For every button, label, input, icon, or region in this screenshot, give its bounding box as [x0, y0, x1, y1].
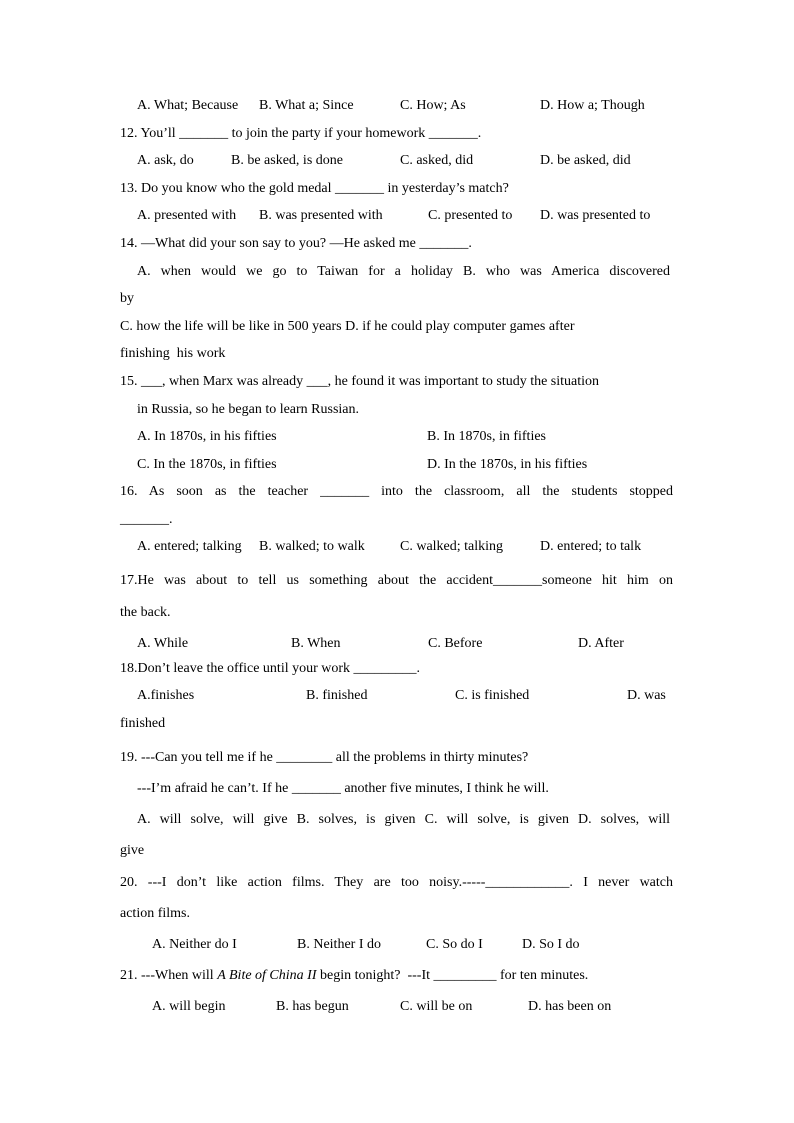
- options-19: A. will solve, will give B. solves, is given C. will solve, is given D. solves, will: [137, 812, 670, 827]
- question-17: 17.He was about to tell us something about the accident_______someone hit him on: [120, 573, 673, 588]
- question-14: 14. —What did your son say to you? —He asked me _______.: [120, 236, 472, 251]
- question-21-suffix: begin tonight? ---It _________ for ten minutes.: [316, 968, 589, 983]
- option-b: B. be asked, is done: [231, 153, 343, 168]
- option-d: D. was: [627, 688, 666, 703]
- option-c: C. In the 1870s, in fifties: [137, 457, 277, 472]
- option-c: C. will be on: [400, 999, 473, 1014]
- option-b: B. was presented with: [259, 208, 383, 223]
- option-b: B. finished: [306, 688, 368, 703]
- question-20-cont: action films.: [120, 906, 190, 921]
- question-21: [120, 967, 588, 985]
- option-a: A.finishes: [137, 688, 195, 703]
- option-d: D. has been on: [528, 999, 612, 1014]
- option-b: B. has begun: [276, 999, 349, 1014]
- question-19-cont: ---I’m afraid he can’t. If he _______ another five minutes, I think he will.: [137, 781, 549, 796]
- question-16-cont: _______.: [120, 512, 173, 527]
- question-20: 20. ---I don’t like action films. They are too noisy.-----____________. I never watch: [120, 875, 673, 890]
- option-d: D. So I do: [522, 937, 580, 952]
- option-a: A. presented with: [137, 208, 237, 223]
- question-15-cont: in Russia, so he began to learn Russian.: [137, 402, 360, 417]
- option-c: C. walked; talking: [400, 539, 504, 554]
- option-d: D. How a; Though: [540, 98, 645, 113]
- option-d: D. After: [578, 636, 624, 651]
- option-c: C. So do I: [426, 937, 483, 952]
- option-c: C. How; As: [400, 98, 466, 113]
- option-a: A. In 1870s, in his fifties: [137, 429, 277, 444]
- option-b-cont: by: [120, 291, 134, 306]
- option-a: A. ask, do: [137, 153, 194, 168]
- option-a: A. entered; talking: [137, 539, 242, 554]
- option-c: C. asked, did: [400, 153, 474, 168]
- question-17-cont: the back.: [120, 605, 171, 620]
- option-b: B. walked; to walk: [259, 539, 365, 554]
- option-d-cont: give: [120, 843, 145, 858]
- question-15: 15. ___, when Marx was already ___, he found it was important to study the situation: [120, 374, 600, 389]
- option-d: D. was presented to: [540, 208, 651, 223]
- option-c: C. presented to: [428, 208, 513, 223]
- question-13: 13. Do you know who the gold medal _______ in yesterday’s match?: [120, 181, 509, 196]
- show-title: A Bite of China II: [217, 968, 317, 983]
- options-cd: C. how the life will be like in 500 years D. if he could play computer games after: [120, 319, 575, 334]
- options-ab: A. when would we go to Taiwan for a holiday B. who was America discovered: [137, 264, 670, 279]
- option-a: A. While: [137, 636, 189, 651]
- question-12: 12. You’ll _______ to join the party if your homework _______.: [120, 126, 482, 141]
- option-a: A. What; Because: [137, 98, 239, 113]
- option-b: B. When: [291, 636, 341, 651]
- option-b: B. Neither I do: [297, 937, 381, 952]
- option-c: C. Before: [428, 636, 483, 651]
- option-d: D. be asked, did: [540, 153, 631, 168]
- question-16: 16. As soon as the teacher _______ into the classroom, all the students stopped: [120, 484, 673, 499]
- option-d-cont: finished: [120, 716, 166, 731]
- option-a: A. will begin: [152, 999, 226, 1014]
- option-a: A. Neither do I: [152, 937, 237, 952]
- option-c: C. is finished: [455, 688, 530, 703]
- option-b: B. What a; Since: [259, 98, 354, 113]
- question-21-prefix: 21. ---When will: [120, 968, 218, 983]
- question-18: 18.Don’t leave the office until your work _________.: [120, 661, 421, 676]
- option-d: D. In the 1870s, in his fifties: [427, 457, 588, 472]
- question-19: 19. ---Can you tell me if he ________ all the problems in thirty minutes?: [120, 750, 529, 765]
- option-b: B. In 1870s, in fifties: [427, 429, 546, 444]
- option-d-cont: finishing his work: [120, 346, 226, 361]
- option-d: D. entered; to talk: [540, 539, 642, 554]
